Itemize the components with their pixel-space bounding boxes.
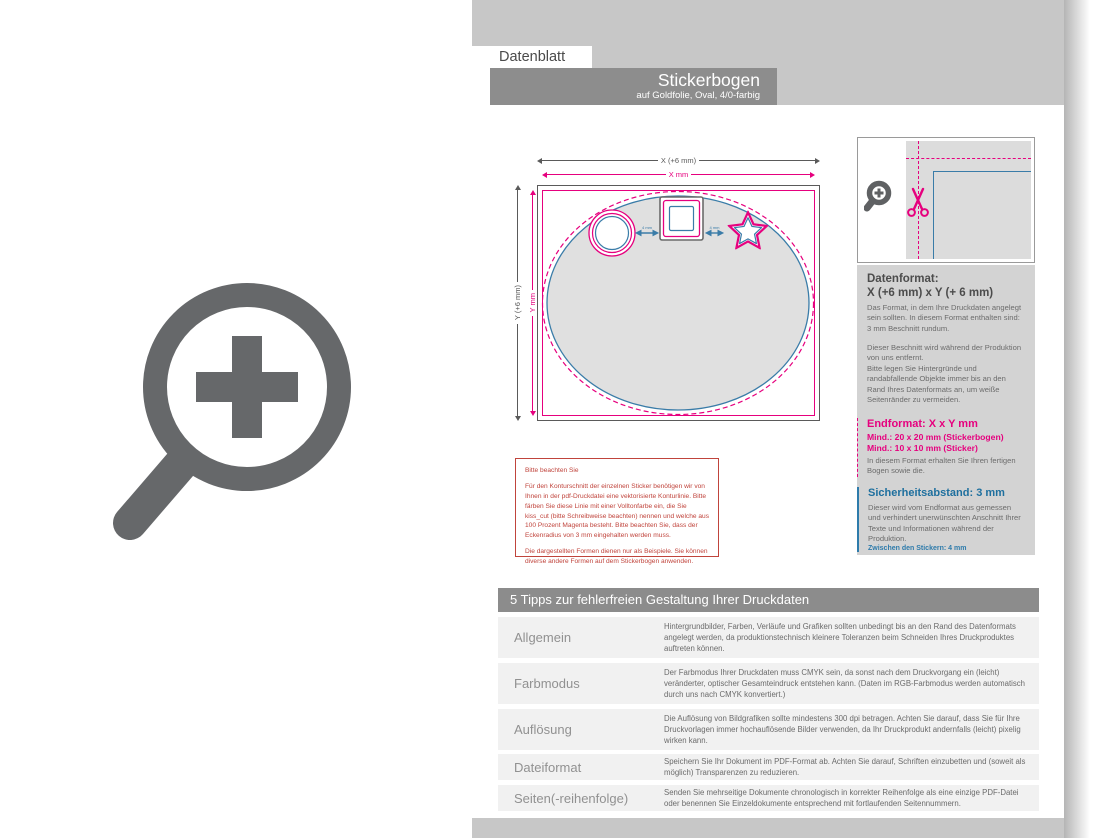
square-sticker — [660, 197, 703, 240]
datenblatt-tab — [490, 46, 592, 68]
datenformat-format: X (+6 mm) x Y (+ 6 mm) — [867, 286, 994, 299]
tip-label: Allgemein — [514, 630, 572, 645]
magnifier-plus-small-icon — [864, 180, 898, 220]
magnifier-plus-icon — [110, 275, 370, 565]
page-subtitle: auf Goldfolie, Oval, 4/0-farbig — [636, 90, 760, 101]
sticker-sheet-diagram — [530, 150, 830, 430]
endformat-min-stickerbogen: Mind.: 20 x 20 mm (Stickerbogen) — [867, 431, 1004, 442]
sicherheitsabstand-title: Sicherheitsabstand: 3 mm — [868, 486, 1005, 499]
sicherheitsabstand-body: Dieser wird vom Endformat aus gemessen und verhindert unerwünschten Anschnitt Ihrer Texte und Informationen während der Produktion. — [868, 502, 1021, 543]
tip-label: Seiten(-reihenfolge) — [514, 790, 629, 806]
tip-label: Dateiformat — [514, 759, 582, 775]
sicherheitsabstand-block — [857, 487, 1025, 553]
note-paragraph-1: Für den Konturschnitt der einzelnen Sticker benötigen wir von Ihnen in der pdf-Druckdatei eine vektorisierte Konturlinie. Bitte färben Sie diese Linie mit einer Volltonfarbe ein, die Sie kiss_cut (bitte Schreibweise beachten) nennen und welche aus 100 Prozent Magenta besteht. Bitte beachten Sie, dass der Eckenradius von 3 mm eingehalten werden muss. — [525, 482, 710, 540]
tip-row-farbmodus — [498, 663, 1039, 704]
tip-row-aufloesung — [498, 709, 1039, 750]
tip-text: Speichern Sie Ihr Dokument im PDF-Format ab. Achten Sie darauf, Schriften einzubetten und (soweit als möglich) Transparenzen zu reduzieren. — [664, 756, 1026, 777]
endformat-title: Endformat: X x Y mm — [867, 417, 978, 430]
circle-sticker — [589, 210, 635, 256]
page-top-band — [472, 0, 1064, 46]
safety-line-horizontal — [933, 171, 1031, 172]
tip-text: Der Farbmodus Ihrer Druckdaten muss CMYK sein, da sonst nach dem Druckvorgang ein (leicht) veränderter, optischer Gesamteindruck entstehen kann. (Daten im RGB-Farbmodus werden automatisch durch uns nach CMYK konvertiert.) — [664, 667, 1025, 700]
tip-label: Farbmodus — [514, 676, 580, 691]
datenformat-title: Datenformat: — [867, 273, 939, 285]
kiss-cut-note-box — [515, 458, 719, 566]
sticker-gap-note: Zwischen den Stickern: 4 mm — [868, 545, 967, 553]
page-bottom-band — [472, 818, 1064, 838]
tips-header: 5 Tipps zur fehlerfreien Gestaltung Ihrer Druckdaten — [498, 588, 1039, 612]
tip-text: Senden Sie mehrseitige Dokumente chronologisch in korrekter Reihenfolge als eine einzige PDF-Datei oder benennen Sie Einzeldokumente entsprechend mit fortlaufenden Seitennummern. — [664, 787, 1019, 808]
note-paragraph-2: Die dargestellten Formen dienen nur als Beispiele. Sie können diverse andere Formen auf dem Stickerbogen anwenden. — [525, 548, 708, 566]
sticker-gap-label-2: 4 mm — [709, 225, 720, 230]
tip-row-dateiformat — [498, 754, 1039, 780]
endformat-block — [857, 418, 1025, 477]
datenblatt-tab-label: Datenblatt — [499, 49, 566, 65]
title-bar — [490, 68, 777, 105]
endformat-min-sticker: Mind.: 10 x 10 mm (Sticker) — [867, 442, 978, 453]
page-title: Stickerbogen — [657, 70, 760, 90]
corner-detail-illustration — [906, 141, 1031, 259]
format-info-panel — [857, 265, 1035, 555]
plus-vertical — [232, 336, 262, 438]
note-title: Bitte beachten Sie — [525, 467, 579, 474]
tip-row-allgemein — [498, 617, 1039, 658]
magnifier-handle — [130, 465, 180, 523]
tip-label: Auflösung — [514, 722, 572, 737]
dimension-y-outer — [513, 185, 522, 421]
page-right-shadow — [1064, 0, 1090, 838]
page-top-band-right-lower — [777, 68, 1064, 105]
tip-text: Die Auflösung von Bildgrafiken sollte mindestens 300 dpi betragen. Achten Sie darauf, dass Sie für Ihre Druckvorlagen immer hochauflösende Bilder verwenden, da Ihr Druckprodukt andernfalls (leicht) pixelig wirken kann. — [664, 713, 1021, 746]
dimension-x-outer-label: X (+6 mm) — [660, 156, 697, 165]
tip-row-seitenreihenfolge — [498, 785, 1039, 811]
dimension-x-inner-label: X mm — [668, 170, 689, 179]
dimension-y-inner-label: Y mm — [528, 293, 537, 313]
dimension-y-outer-label: Y (+6 mm) — [513, 285, 522, 321]
cut-line-dashed-horizontal — [906, 158, 1031, 159]
tip-text: Hintergrundbilder, Farben, Verläufe und Grafiken sollten unbedingt bis an den Rand des Datenformats angelegt werden, da produktionstechnisch kleinere Toleranzen beim Schneiden Ihres Druckproduktes auftreten können. — [664, 621, 1016, 654]
datenformat-paragraph-2b: Bitte legen Sie Hintergründe und randabfallende Objekte immer bis an den Rand Ihres Datenformats an, um weiße Seitenränder zu vermeiden. — [867, 363, 1006, 405]
scissors-icon — [906, 187, 930, 218]
datenformat-paragraph-1: Das Format, in dem Ihre Druckdaten angelegt sein sollten. In diesem Format enthalten sind: 3 mm Beschnitt rundum. — [867, 302, 1022, 333]
datenformat-paragraph-2a: Dieser Beschnitt wird während der Produktion von uns entfernt. — [867, 343, 1022, 363]
page-top-band-right — [592, 46, 1064, 68]
endformat-body: In diesem Format erhalten Sie Ihren fertigen Bogen sowie die. — [867, 455, 1016, 476]
sticker-gap-label-1: 4 mm — [642, 225, 652, 230]
safety-line-vertical — [933, 171, 934, 259]
corner-zoom-box — [857, 137, 1035, 263]
